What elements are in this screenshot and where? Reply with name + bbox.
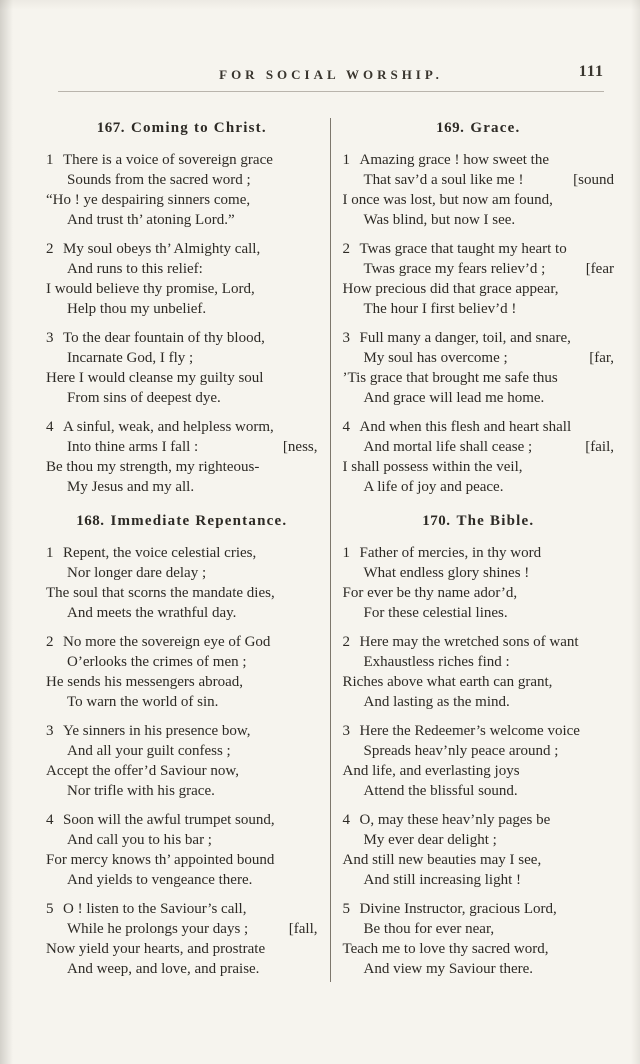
verse-line: And view my Saviour there. (363, 961, 534, 977)
verse-line: I shall possess within the veil, (342, 459, 523, 475)
verse (46, 810, 318, 890)
hymn-columns (46, 116, 614, 988)
verse-line: And trust th’ atoning Lord.” (67, 212, 235, 228)
verse-line: 2 Here may the wretched sons of want (342, 634, 579, 650)
turnover-word: [fail, (585, 439, 614, 455)
verse-line: Nor longer dare delay ; (67, 565, 207, 581)
verse-line: 4 A sinful, weak, and helpless worm, (46, 419, 274, 435)
verse-line: To warn the world of sin. (67, 694, 219, 710)
verse-line: I would believe thy promise, Lord, (46, 281, 255, 297)
verse-line: And grace will lead me home. (363, 390, 545, 406)
verse (46, 899, 318, 979)
verse-number: 3 (342, 723, 350, 739)
verse-number: 4 (46, 419, 54, 435)
verse (343, 417, 615, 497)
verse-line: And yields to vengeance there. (67, 872, 253, 888)
verse-line: Be thou my strength, my righteous- (46, 459, 260, 475)
verse-line: O’erlooks the crimes of men ; (67, 654, 247, 670)
verse-line: 4 O, may these heav’nly pages be (342, 812, 551, 828)
hymn (46, 120, 318, 497)
verse-number: 5 (46, 901, 54, 917)
verse-line: And still new beauties may I see, (342, 852, 542, 868)
verse (46, 543, 318, 623)
verse-line: 4 And when this flesh and heart shall (342, 419, 572, 435)
verse-line: And life, and everlasting joys (342, 763, 520, 779)
turnover-word: [fear (585, 261, 614, 277)
verse-line: And call you to his bar ; (67, 832, 212, 848)
verse (343, 632, 615, 712)
verse-line: 3 Ye sinners in his presence bow, (46, 723, 251, 739)
verse-line: And runs to this relief: (67, 261, 203, 277)
verse-line: 2 No more the sovereign eye of God (46, 634, 271, 650)
verse-line: 2 My soul obeys th’ Almighty call, (46, 241, 261, 257)
verse-line: “Ho ! ye despairing sinners come, (46, 192, 251, 208)
hymn (343, 513, 615, 979)
verse-number: 4 (46, 812, 54, 828)
verse-number: 3 (46, 723, 54, 739)
verse (343, 721, 615, 801)
verse-line: And weep, and love, and praise. (67, 961, 260, 977)
column-divider (330, 118, 331, 982)
verse-line: 5 O ! listen to the Saviour’s call, (46, 901, 247, 917)
verse-line: Was blind, but now I see. (363, 212, 516, 228)
verse-number: 3 (342, 330, 350, 346)
page-header (58, 63, 604, 92)
verse-line: Attend the blissful sound. (363, 783, 518, 799)
verse-line: 1 Repent, the voice celestial cries, (46, 545, 257, 561)
hymn-number: 167. (96, 120, 125, 136)
verse-line: He sends his messengers abroad, (46, 674, 244, 690)
verse (46, 239, 318, 319)
turnover-word: [ness, (282, 439, 318, 455)
verse-line: 1 Father of mercies, in thy word (342, 545, 542, 561)
turnover-word: [sound (573, 172, 614, 188)
verse (343, 328, 615, 408)
verse-line: My Jesus and my all. (67, 479, 195, 495)
verse-line: ’Tis grace that brought me safe thus (342, 370, 558, 386)
verse-line: Exhaustless riches find : (363, 654, 510, 670)
verse-line: What endless glory shines ! (363, 565, 530, 581)
verse (46, 721, 318, 801)
verse-number: 4 (342, 812, 350, 828)
verse (46, 150, 318, 230)
verse-line: And still increasing light ! (363, 872, 521, 888)
verse-line: And meets the wrathful day. (67, 605, 237, 621)
verse (343, 239, 615, 319)
verse (343, 150, 615, 230)
verse-line: [fall, While he prolongs your days ; (67, 921, 318, 937)
verse-line: A life of joy and peace. (363, 479, 504, 495)
verse-line: For these celestial lines. (363, 605, 508, 621)
hymn-heading (46, 513, 318, 530)
verse-line: [sound That sav’d a soul like me ! (363, 172, 614, 188)
running-title: FOR SOCIAL WORSHIP. (219, 67, 443, 82)
verse-line: Now yield your hearts, and prostrate (46, 941, 266, 957)
right-column (343, 116, 615, 988)
verse-line: 4 Soon will the awful trumpet sound, (46, 812, 275, 828)
verse-line: [fear Twas grace my fears reliev’d ; (363, 261, 614, 277)
turnover-word: [far, (589, 350, 614, 366)
verse-line: 1 There is a voice of sovereign grace (46, 152, 273, 168)
verse-line: For ever be thy name ador’d, (342, 585, 518, 601)
hymn-number: 169. (436, 120, 465, 136)
verse-number: 1 (342, 152, 350, 168)
verse-line: The hour I first believ’d ! (363, 301, 517, 317)
verse-number: 4 (342, 419, 350, 435)
verse (46, 328, 318, 408)
verse-number: 1 (46, 545, 54, 561)
verse-number: 2 (46, 634, 54, 650)
hymn-title: The Bible. (456, 513, 535, 529)
verse-number: 5 (342, 901, 350, 917)
verse-line: And lasting as the mind. (363, 694, 510, 710)
verse-line: Here I would cleanse my guilty soul (46, 370, 264, 386)
verse-number: 1 (46, 152, 54, 168)
verse-line: [fail, And mortal life shall cease ; (363, 439, 614, 455)
verse-line: My ever dear delight ; (363, 832, 497, 848)
verse-line: 3 Here the Redeemer’s welcome voice (342, 723, 580, 739)
verse-line: The soul that scorns the mandate dies, (46, 585, 275, 601)
verse-line: I once was lost, but now am found, (342, 192, 553, 208)
verse-line: How precious did that grace appear, (342, 281, 559, 297)
left-column (46, 116, 318, 988)
verse-line: For mercy knows th’ appointed bound (46, 852, 275, 868)
hymn (46, 513, 318, 979)
verse (343, 543, 615, 623)
verse-number: 2 (46, 241, 54, 257)
verse-line: 2 Twas grace that taught my heart to (342, 241, 567, 257)
page-number: 111 (578, 63, 604, 80)
verse-number: 3 (46, 330, 54, 346)
verse-line: Help thou my unbelief. (67, 301, 207, 317)
verse-line: [ness, Into thine arms I fall : (67, 439, 318, 455)
hymn-heading (343, 120, 615, 137)
verse-line: And all your guilt confess ; (67, 743, 231, 759)
verse-line: Sounds from the sacred word ; (67, 172, 251, 188)
verse-number: 2 (342, 634, 350, 650)
verse (46, 632, 318, 712)
verse-line: [far, My soul has overcome ; (363, 350, 614, 366)
verse (343, 899, 615, 979)
verse-line: Accept the offer’d Saviour now, (46, 763, 239, 779)
turnover-word: [fall, (288, 921, 318, 937)
verse (343, 810, 615, 890)
hymn-title: Coming to Christ. (130, 120, 267, 136)
hymn-number: 170. (422, 513, 451, 529)
verse-line: Spreads heav’nly peace around ; (363, 743, 559, 759)
verse-number: 1 (342, 545, 350, 561)
verse-line: Nor trifle with his grace. (67, 783, 215, 799)
verse-line: Be thou for ever near, (363, 921, 495, 937)
verse-line: 5 Divine Instructor, gracious Lord, (342, 901, 557, 917)
verse-line: 1 Amazing grace ! how sweet the (342, 152, 550, 168)
verse-line: Riches above what earth can grant, (342, 674, 553, 690)
hymn-title: Grace. (470, 120, 521, 136)
hymn-heading (343, 513, 615, 530)
verse (46, 417, 318, 497)
verse-line: Teach me to love thy sacred word, (342, 941, 549, 957)
hymn-number: 168. (76, 513, 105, 529)
verse-line: 3 Full many a danger, toil, and snare, (342, 330, 571, 346)
hymn-title: Immediate Repentance. (110, 513, 288, 529)
verse-line: From sins of deepest dye. (67, 390, 221, 406)
hymn (343, 120, 615, 497)
verse-number: 2 (342, 241, 350, 257)
hymn-heading (46, 120, 318, 137)
verse-line: 3 To the dear fountain of thy blood, (46, 330, 265, 346)
verse-line: Incarnate God, I fly ; (67, 350, 194, 366)
